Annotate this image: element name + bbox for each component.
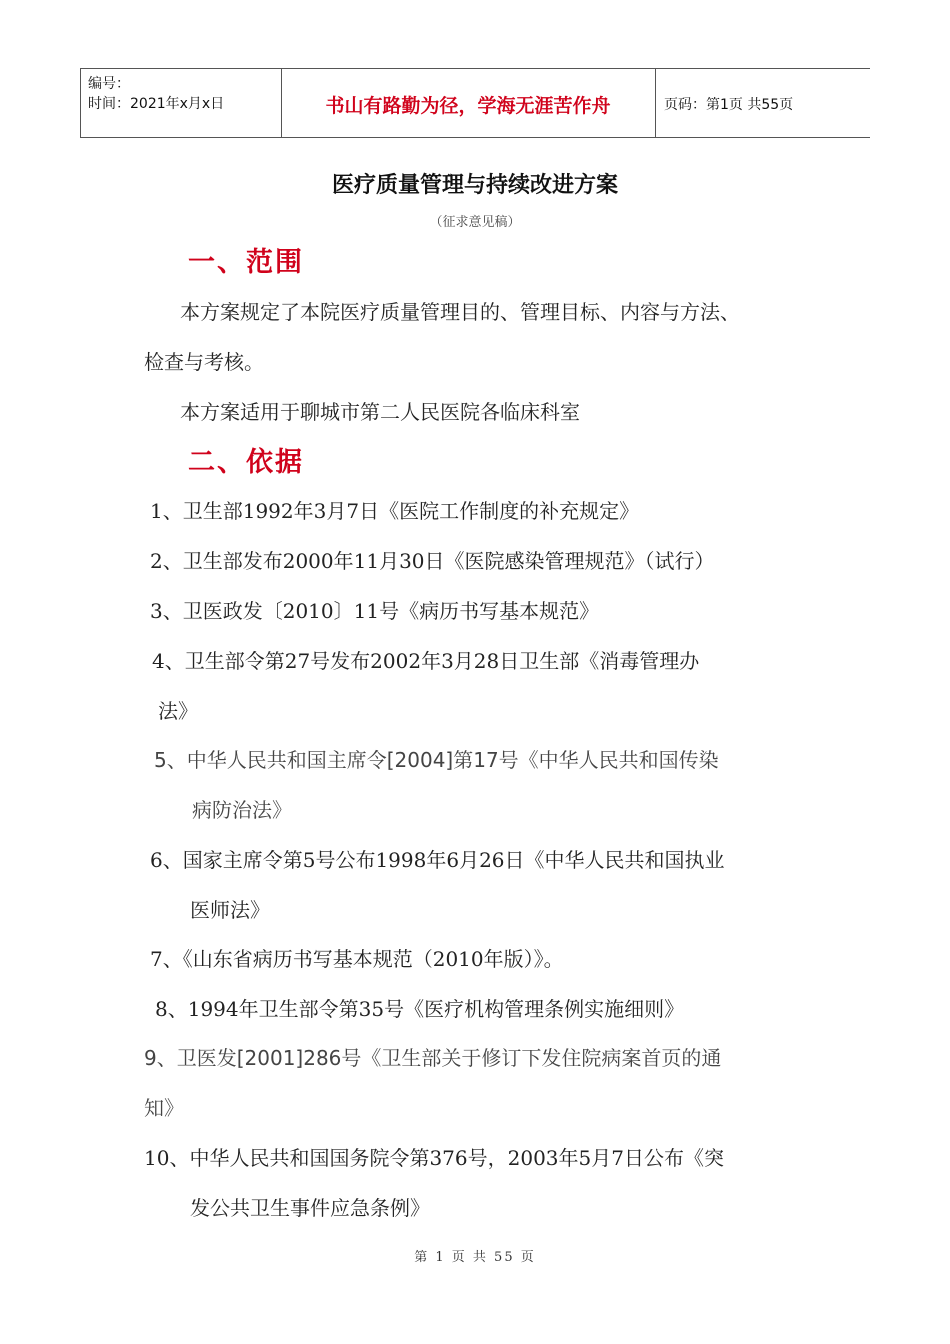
- paragraph-line: 检查与考核。: [144, 350, 264, 374]
- paragraph-line: 本方案规定了本院医疗质量管理目的、管理目标、内容与方法、: [180, 300, 740, 324]
- list-item: 10、中华人民共和国国务院令第376号，2003年5月7日公布《突: [144, 1146, 724, 1170]
- list-item: 3、卫医政发〔2010〕11号《病历书写基本规范》: [150, 599, 600, 623]
- list-item: 5、中华人民共和国主席令[2004]第17号《中华人民共和国传染: [154, 748, 719, 772]
- paragraph-line: 本方案适用于聊城市第二人民医院各临床科室: [180, 400, 580, 424]
- header-page-info: 页码：第1页 共55页: [664, 97, 794, 113]
- header-divider: [655, 69, 656, 137]
- header-time-label: 时间：2021年x月x日: [88, 96, 225, 112]
- list-item: 9、卫医发[2001]286号《卫生部关于修订下发住院病案首页的通: [144, 1046, 722, 1070]
- section-heading-basis: 二、依据: [188, 447, 304, 478]
- document-title: 医疗质量管理与持续改进方案: [331, 173, 618, 198]
- page-header: [80, 68, 870, 138]
- list-item: 4、卫生部令第27号发布2002年3月28日卫生部《消毒管理办: [152, 649, 700, 673]
- list-item: 2、卫生部发布2000年11月30日《医院感染管理规范》（试行）: [150, 549, 715, 573]
- list-item: 8、1994年卫生部令第35号《医疗机构管理条例实施细则》: [155, 997, 685, 1021]
- list-item-continuation: 病防治法》: [192, 798, 292, 822]
- list-item: 6、国家主席令第5号公布1998年6月26日《中华人民共和国执业: [150, 848, 725, 872]
- list-item-continuation: 知》: [144, 1096, 184, 1120]
- header-divider: [80, 69, 81, 137]
- list-item-continuation: 医师法》: [190, 898, 270, 922]
- document-subtitle: （征求意见稿）: [429, 215, 521, 230]
- header-motto: 书山有路勤为径，学海无涯苦作舟: [325, 95, 611, 117]
- section-heading-scope: 一、范围: [188, 247, 304, 278]
- list-item-continuation: 法》: [158, 699, 198, 723]
- list-item-continuation: 发公共卫生事件应急条例》: [190, 1196, 430, 1220]
- list-item: 7、《山东省病历书写基本规范（2010年版）》。: [150, 947, 564, 971]
- header-number-label: 编号：: [88, 76, 130, 92]
- list-item: 1、卫生部1992年3月7日《医院工作制度的补充规定》: [150, 499, 640, 523]
- page-footer: 第 1 页 共 55 页: [414, 1250, 536, 1265]
